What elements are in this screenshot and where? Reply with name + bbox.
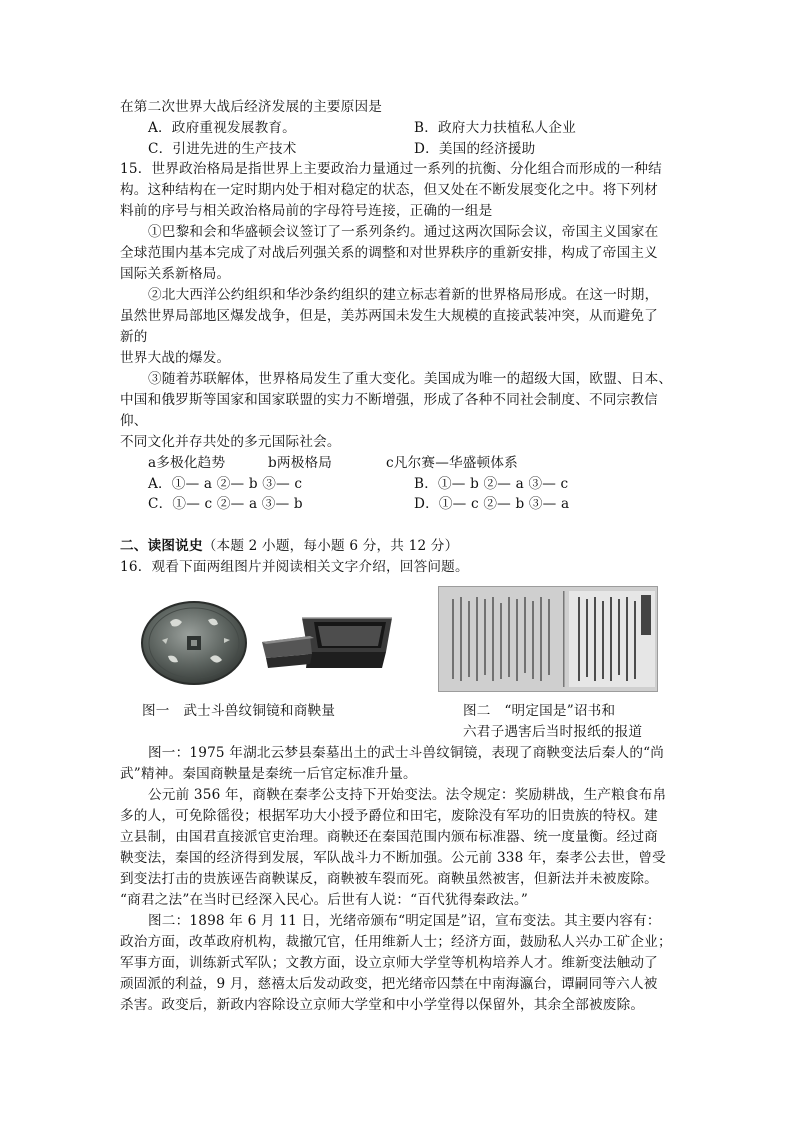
- fig1-text-line1: 图一：1975 年湖北云梦县秦墓出土的武士斗兽纹铜镜，表现了商鞅变法后秦人的“尚: [148, 745, 665, 761]
- figure2-caption-line2: 六君子遇害后当时报纸的报道: [463, 724, 643, 740]
- reform-text-line2: 多的人，可免除徭役；根据军功大小授予爵位和田宅，废除没有军功的旧贵族的特权。建: [120, 808, 658, 824]
- reform-text-line1: 公元前 356 年，商鞅在秦孝公支持下开始变法。法令规定：奖励耕战，生产粮食布帛: [148, 787, 667, 803]
- q16-stem: 16．观看下面两组图片并阅读相关文字介绍，回答问题。: [120, 559, 469, 575]
- q14-stem: 在第二次世界大战后经济发展的主要原因是: [120, 99, 383, 115]
- q15-material2-line4: 世界大战的爆发。: [120, 350, 231, 366]
- reform-text-line4: 鞅变法，秦国的经济得到发展，军队战斗力不断加强。公元前 338 年，秦孝公去世，曾受: [120, 850, 666, 866]
- q15-material1-line2: 全球范围内基本完成了对战后列强关系的调整和对世界秩序的重新安排，构成了帝国主义: [120, 245, 658, 261]
- q15-option-b: B．①— b ②— a ③— c: [414, 476, 569, 492]
- q14-option-a: A．政府重视发展教育。: [148, 120, 296, 136]
- q15-stem-line1: 15．世界政治格局是指世界上主要政治力量通过一系列的抗衡、分化组合而形成的一种结: [120, 161, 662, 177]
- fig2-text-line1: 图二：1898 年 6 月 11 日，光绪帝颁布“明定国是”诏，宣布变法。其主要内容有：: [148, 913, 661, 929]
- q15-material3-line3: 仰、: [120, 413, 148, 429]
- reform-text-line3: 立县制，由国君直接派官吏治理。商鞅还在秦国范围内颁布标准器、统一度量衡。经过商: [120, 829, 658, 845]
- q15-choice-a: a多极化趋势: [148, 455, 226, 471]
- q15-material1-line1: ①巴黎和会和华盛顿会议签订了一系列条约。通过这两次国际会议，帝国主义国家在: [148, 224, 659, 240]
- shang-yang-measure-photo: [258, 608, 398, 684]
- q14-option-b: B．政府大力扶植私人企业: [414, 120, 576, 136]
- fig2-text-line3: 军事方面，训练新式军队；文教方面，设立京师大学堂等机构培养人才。维新变法触动了: [120, 955, 658, 971]
- q15-material2-line3: 新的: [120, 329, 148, 345]
- reform-text-line6: “商君之法”在当时已经深入民心。后世有人说：“百代犹得秦政法。”: [120, 892, 529, 908]
- q15-option-d: D．①— c ②— b ③— a: [414, 496, 570, 512]
- q15-material2-line1: ②北大西洋公约组织和华沙条约组织的建立标志着新的世界格局形成。在这一时期，: [148, 287, 659, 303]
- figure1-caption: 图一 武士斗兽纹铜镜和商鞅量: [142, 703, 336, 719]
- q15-stem-line3: 料前的序号与相关政治格局前的字母符号连接，正确的一组是: [120, 203, 493, 219]
- q14-option-c: C．引进先进的生产技术: [148, 141, 297, 157]
- q15-stem-line2: 构。这种结构在一定时期内处于相对稳定的状态，但又处在不断发展变化之中。将下列材: [120, 182, 658, 198]
- figure2-caption-line1: 图二 “明定国是”诏书和: [463, 703, 616, 719]
- fig2-text-line2: 政治方面，改革政府机构，裁撤冗官，任用维新人士；经济方面，鼓励私人兴办工矿企业；: [120, 934, 672, 950]
- section2-heading: [120, 536, 458, 556]
- q15-material3-line1: ③随着苏联解体，世界格局发生了重大变化。美国成为唯一的超级大国，欧盟、日本、: [148, 371, 673, 387]
- q14-option-d: D．美国的经济援助: [414, 141, 536, 157]
- fig2-text-line4: 顽固派的利益，9 月，慈禧太后发动政变，把光绪帝囚禁在中南海瀛台，谭嗣同等六人被: [120, 976, 658, 992]
- edict-newspaper-photo: [438, 586, 658, 692]
- section2-title: 二、读图说史: [120, 538, 203, 554]
- fig1-text-line2: 武”精神。秦国商鞅量是秦统一后官定标准升量。: [120, 766, 417, 782]
- q15-option-a: A．①— a ②— b ③— c: [148, 476, 303, 492]
- reform-text-line5: 到变法打击的贵族诬告商鞅谋反，商鞅被车裂而死。商鞅虽然被害，但新法并未被废除。: [120, 871, 658, 887]
- q15-material2-line2: 虽然世界局部地区爆发战争，但是，美苏两国未发生大规模的直接武装冲突，从而避免了: [120, 308, 658, 324]
- q15-material1-line3: 国际关系新格局。: [120, 266, 231, 282]
- fig2-text-line5: 杀害。政变后，新政内容除设立京师大学堂和中小学堂得以保留外，其余全部被废除。: [120, 997, 645, 1013]
- q15-material3-line2: 中国和俄罗斯等国家和国家联盟的实力不断增强，形成了各种不同社会制度、不同宗教信: [120, 392, 658, 408]
- section2-subtitle: （本题 2 小题，每小题 6 分，共 12 分）: [202, 538, 459, 554]
- q15-choice-c: c凡尔赛—华盛顿体系: [386, 455, 518, 471]
- q15-choice-b: b两极格局: [268, 455, 333, 471]
- q15-material3-line4: 不同文化并存共处的多元国际社会。: [120, 434, 341, 450]
- q15-option-c: C．①— c ②— a ③— b: [148, 496, 303, 512]
- bronze-mirror-photo: [140, 600, 248, 690]
